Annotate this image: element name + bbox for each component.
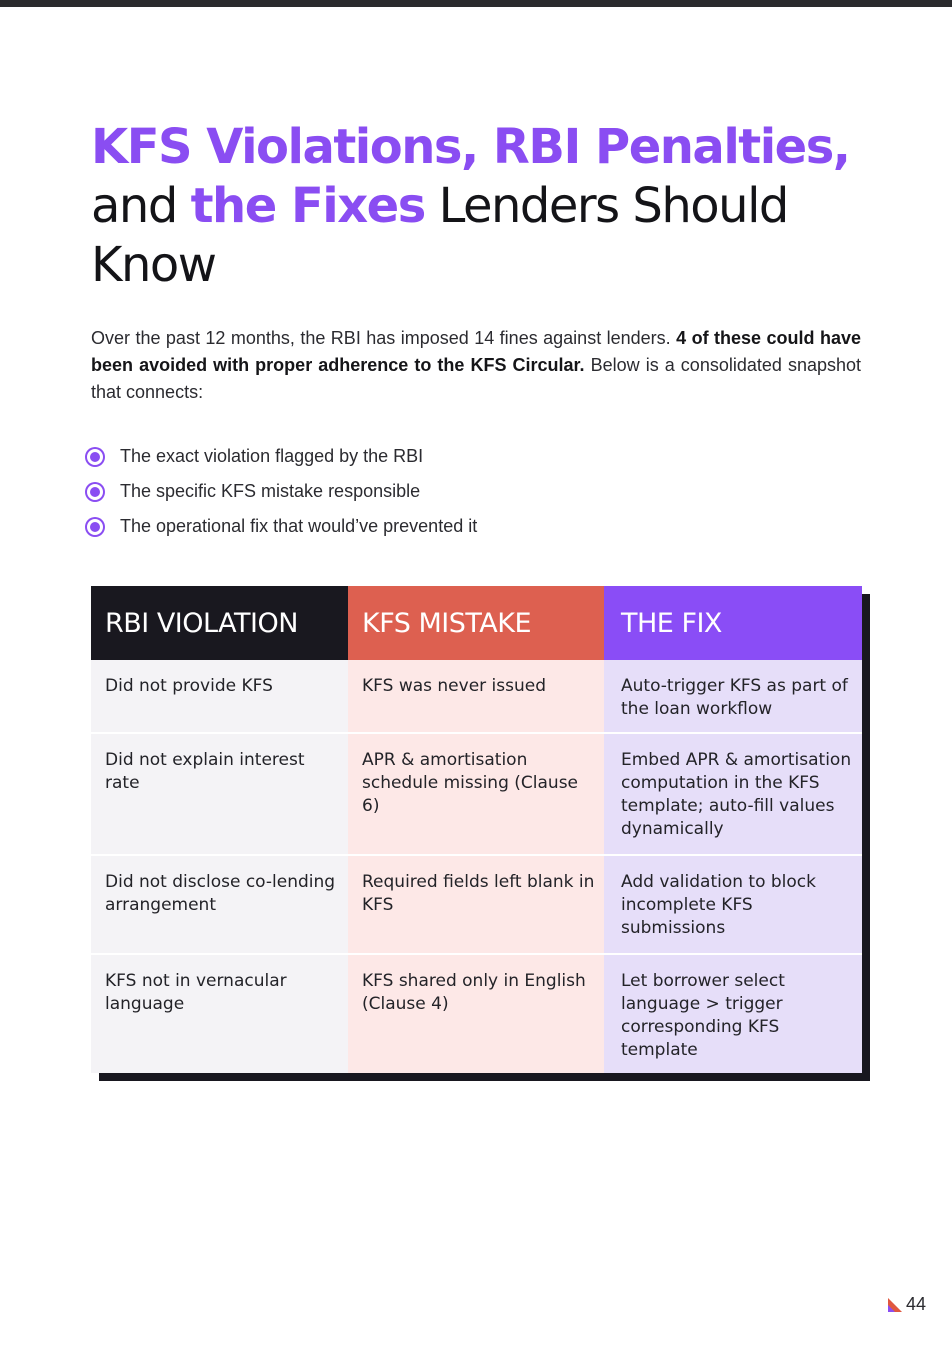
violations-table [91,586,862,1073]
header-the-fix: THE FIX [604,586,862,660]
title-part-1: KFS Violations, RBI Penalties, [91,119,850,175]
cell-fix: Add validation to block incomplete KFS submissions [604,856,862,955]
cell-fix: Embed APR & amortisation computation in the KFS template; auto-fill values dynamically [604,734,862,856]
bullet-dot-icon [87,484,103,500]
cell-mistake: Required fields left blank in KFS [348,856,604,955]
page-title [91,118,871,295]
intro-text-1: Over the past 12 months, the RBI has imposed 14 fines against lenders. [91,328,671,348]
cell-mistake: APR & amortisation schedule missing (Clause 6) [348,734,604,856]
cell-violation: Did not provide KFS [91,660,348,734]
bullet-list [84,439,477,544]
cell-fix: Auto-trigger KFS as part of the loan workflow [604,660,862,734]
page-number [886,1294,926,1315]
cell-mistake: KFS was never issued [348,660,604,734]
title-part-3: the Fixes [190,178,425,234]
cell-mistake: KFS shared only in English (Clause 4) [348,955,604,1073]
bullet-dot-icon [87,449,103,465]
intro-text-2: Below is a consolidated snapshot that connects: [91,355,861,402]
brand-logo-icon [886,1296,904,1314]
cell-violation: KFS not in vernacular language [91,955,348,1073]
bullet-item [84,474,477,509]
intro-paragraph [91,325,861,406]
header-kfs-mistake: KFS MISTAKE [348,586,604,660]
bullet-dot-icon [87,519,103,535]
bullet-item [84,509,477,544]
page-number-text: 44 [905,1294,926,1314]
title-part-2: and [91,178,177,234]
bullet-item [84,439,477,474]
top-border [0,0,952,7]
cell-fix: Let borrower select language > trigger corresponding KFS template [604,955,862,1073]
bullet-text: The exact violation flagged by the RBI [120,446,424,466]
bullet-text: The specific KFS mistake responsible [120,481,421,501]
intro-bold: 4 of these could have been avoided with proper adherence to the KFS Circular. [91,328,861,375]
title-part-4: Lenders Should Know [91,178,788,293]
cell-violation: Did not explain interest rate [91,734,348,856]
cell-violation: Did not disclose co-lending arrangement [91,856,348,955]
header-rbi-violation: RBI VIOLATION [91,586,348,660]
bullet-text: The operational fix that would’ve prevented it [120,516,478,536]
